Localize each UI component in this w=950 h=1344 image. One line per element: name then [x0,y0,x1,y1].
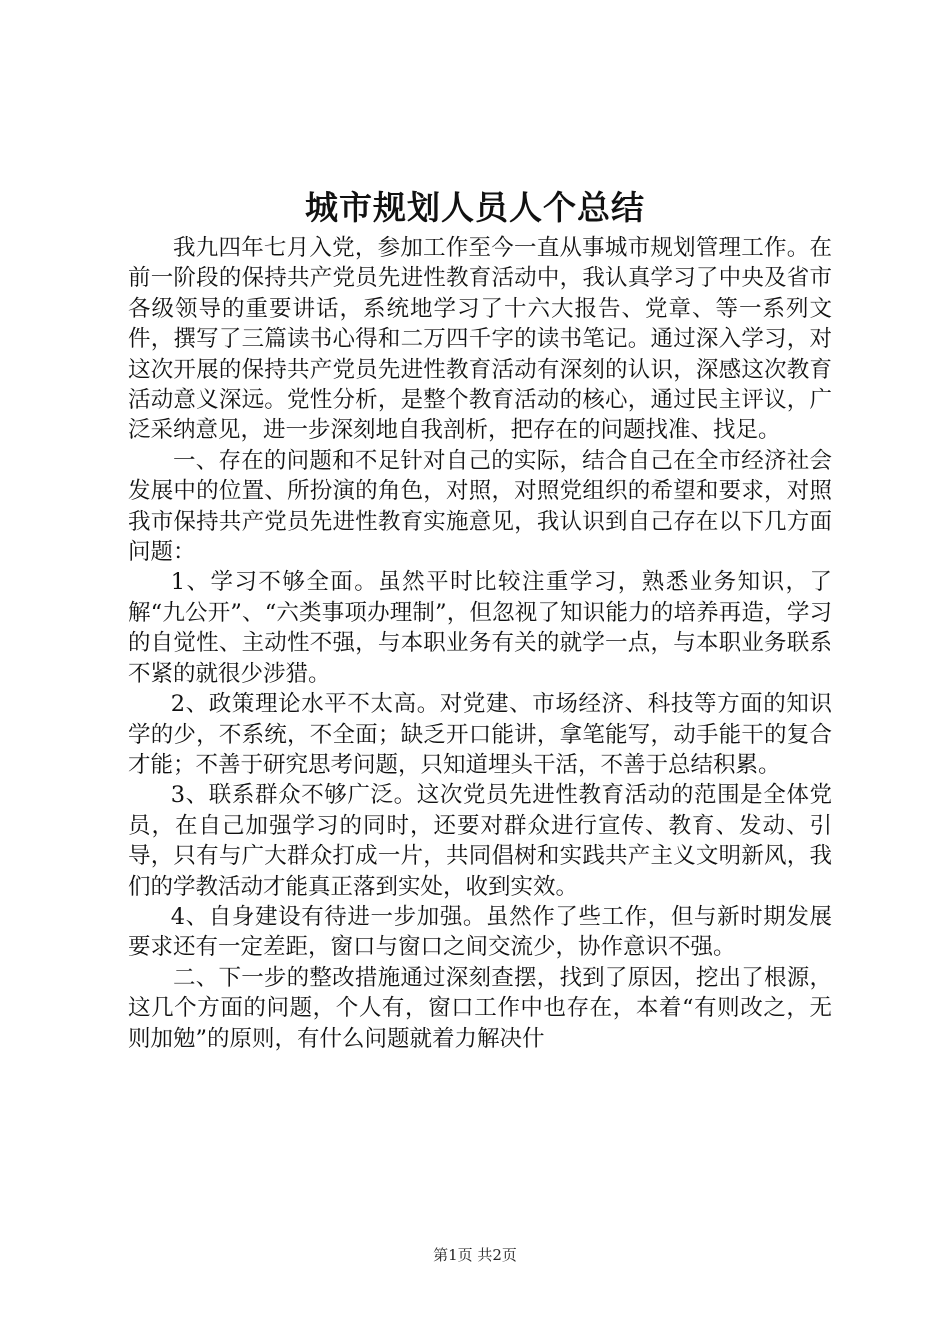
document-body [128,233,832,1054]
paragraph-problem-1: 1、学习不够全面。虽然平时比较注重学习，熟悉业务知识，了解“九公开”、“六类事项办理制”，但忽视了知识能力的培养再造，学习的自觉性、主动性不强，与本职业务有关的就学一点，与本职业务联系不紧的就很少涉猎。 [128,569,832,687]
paragraph-problem-3: 3、联系群众不够广泛。这次党员先进性教育活动的范围是全体党员，在自己加强学习的同时，还要对群众进行宣传、教育、发动、引导，只有与广大群众打成一片，共同倡树和实践共产主义文明新风，我们的学教活动才能真正落到实处，收到实效。 [128,782,832,900]
paragraph-intro: 我九四年七月入党，参加工作至今一直从事城市规划管理工作。在前一阶段的保持共产党员先进性教育活动中，我认真学习了中央及省市各级领导的重要讲话，系统地学习了十六大报告、党章、等一系列文件，撰写了三篇读书心得和二万四千字的读书笔记。通过深入学习，对这次开展的保持共产党员先进性教育活动有深刻的认识，深感这次教育活动意义深远。党性分析，是整个教育活动的核心，通过民主评议，广泛采纳意见，进一步深刻地自我剖析，把存在的问题找准、找足。 [128,235,832,444]
paragraph-problem-2: 2、政策理论水平不太高。对党建、市场经济、科技等方面的知识学的少，不系统，不全面；缺乏开口能讲，拿笔能写，动手能干的复合才能；不善于研究思考问题，只知道埋头干活，不善于总结积累。 [128,691,832,778]
paragraph-section-measures: 二、下一步的整改措施通过深刻查摆，找到了原因，挖出了根源，这几个方面的问题，个人有，窗口工作中也存在，本着“有则改之，无则加勉”的原则，有什么问题就着力解决什 [128,964,832,1052]
paragraph-problem-4: 4、自身建设有待进一步加强。虽然作了些工作，但与新时期发展要求还有一定差距，窗口与窗口之间交流少，协作意识不强。 [128,903,832,961]
paragraph-section-problems: 一、存在的问题和不足针对自己的实际，结合自己在全市经济社会发展中的位置、所扮演的角色，对照，对照党组织的希望和要求，对照我市保持共产党员先进性教育实施意见，我认识到自己存在以下几方面问题： [128,447,832,566]
document-title: 城市规划人员人个总结 [305,188,645,227]
page-footer [0,1245,950,1265]
page-indicator: 第1页 共2页 [433,1246,517,1264]
